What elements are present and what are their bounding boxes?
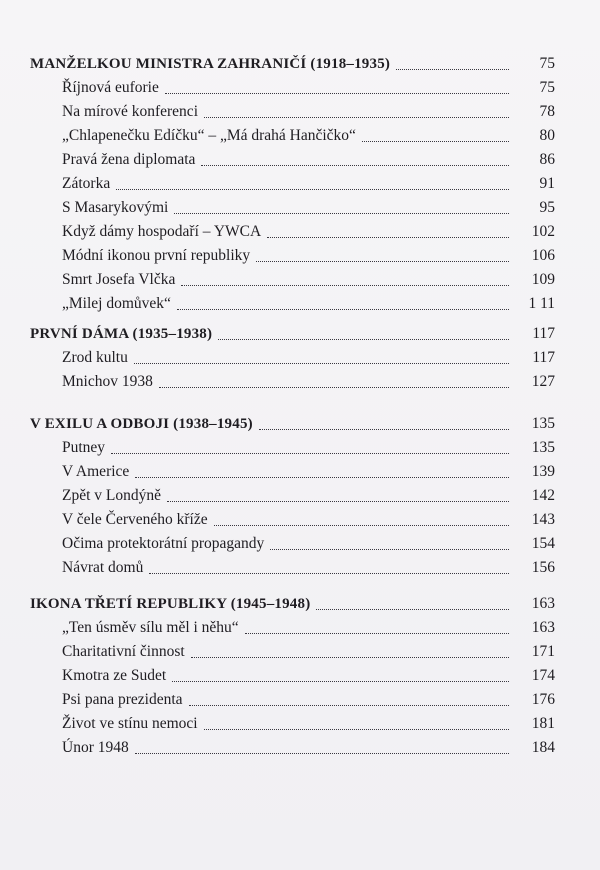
toc-entry (62, 218, 555, 242)
page-number: 171 (531, 643, 555, 660)
section-title: IKONA TŘETÍ REPUBLIKY (1945–1948) (30, 596, 311, 612)
entry-title: Očima protektorátní propagandy (62, 535, 265, 552)
toc-entry (62, 344, 555, 368)
toc-entry (62, 734, 555, 758)
dot-leader (149, 573, 509, 574)
page-number: 91 (539, 175, 555, 192)
toc-entry (62, 194, 555, 218)
page-number: 95 (539, 199, 555, 216)
toc-entry (62, 482, 555, 506)
section-title: PRVNÍ DÁMA (1935–1938) (30, 326, 213, 342)
toc-entry (62, 266, 555, 290)
entry-title: Mnichov 1938 (62, 373, 153, 390)
dot-leader (177, 309, 509, 310)
dot-leader (135, 753, 509, 754)
page-number: 174 (531, 667, 555, 684)
dot-leader (181, 285, 509, 286)
page-number: 80 (539, 127, 555, 144)
page-number: 184 (531, 739, 555, 756)
page-number: 75 (539, 79, 555, 96)
page-number: 106 (531, 247, 555, 264)
dot-leader (135, 477, 509, 478)
dot-leader (270, 549, 509, 550)
section-title: V EXILU A ODBOJI (1938–1945) (30, 416, 253, 432)
dot-leader (218, 339, 509, 340)
dot-leader (204, 117, 509, 118)
dot-leader (245, 633, 509, 634)
dot-leader (316, 609, 509, 610)
page-number: 154 (531, 535, 555, 552)
toc-entry (62, 506, 555, 530)
toc-entry (62, 686, 555, 710)
toc-entry (62, 434, 555, 458)
toc-entry (62, 662, 555, 686)
toc-section-heading (30, 590, 555, 614)
entry-title: Říjnová euforie (62, 79, 159, 96)
entry-title: Život ve stínu nemoci (62, 715, 198, 732)
dot-leader (165, 93, 509, 94)
page-number: 86 (539, 151, 555, 168)
entry-title: Návrat domů (62, 559, 144, 576)
dot-leader (111, 453, 509, 454)
section-title: MANŽELKOU MINISTRA ZAHRANIČÍ (1918–1935) (30, 56, 391, 72)
page-number: 75 (539, 55, 555, 72)
dot-leader (396, 69, 509, 70)
page-number: 127 (531, 373, 555, 390)
page-number: 181 (531, 715, 555, 732)
entry-title: Když dámy hospodaří – YWCA (62, 223, 262, 240)
page-number: 109 (531, 271, 555, 288)
entry-title: Pravá žena diplomata (62, 151, 196, 168)
page-number: 163 (531, 619, 555, 636)
dot-leader (172, 681, 509, 682)
entry-title: V čele Červeného kříže (62, 511, 208, 528)
toc-entry (62, 170, 555, 194)
dot-leader (259, 429, 509, 430)
entry-title: Putney (62, 439, 106, 456)
dot-leader (191, 657, 509, 658)
entry-title: Charitativní činnost (62, 643, 185, 660)
dot-leader (189, 705, 509, 706)
toc-entry (62, 290, 555, 314)
page-number: 117 (532, 349, 555, 366)
entry-title: Smrt Josefa Vlčka (62, 271, 176, 288)
entry-title: S Masarykovými (62, 199, 169, 216)
page-number: 163 (531, 595, 555, 612)
dot-leader (174, 213, 509, 214)
toc-entry (62, 98, 555, 122)
page-number: 117 (532, 325, 555, 342)
dot-leader (256, 261, 509, 262)
page-number: 156 (531, 559, 555, 576)
toc-section-heading (30, 50, 555, 74)
toc-entry (62, 368, 555, 392)
entry-title: „Chlapenečku Edíčku“ – „Má drahá Hančičko“ (62, 127, 356, 144)
toc-entry (62, 146, 555, 170)
toc-entry (62, 458, 555, 482)
dot-leader (214, 525, 509, 526)
toc-entry (62, 710, 555, 734)
entry-title: Na mírové konferenci (62, 103, 198, 120)
entry-title: Psi pana prezidenta (62, 691, 183, 708)
page-number: 135 (531, 439, 555, 456)
page-number: 143 (531, 511, 555, 528)
dot-leader (204, 729, 509, 730)
toc-entry (62, 530, 555, 554)
toc-section-heading (30, 320, 555, 344)
toc-entry (62, 614, 555, 638)
toc-section-heading (30, 410, 555, 434)
entry-title: Módní ikonou první republiky (62, 247, 251, 264)
entry-title: Únor 1948 (62, 739, 129, 756)
toc-entry (62, 74, 555, 98)
page-number: 102 (531, 223, 555, 240)
page-number: 1 11 (528, 295, 555, 312)
dot-leader (267, 237, 509, 238)
dot-leader (362, 141, 509, 142)
entry-title: Zátorka (62, 175, 111, 192)
entry-title: Kmotra ze Sudet (62, 667, 167, 684)
entry-title: Zrod kultu (62, 349, 128, 366)
toc-entry (62, 554, 555, 578)
page-number: 142 (531, 487, 555, 504)
toc-entry (62, 242, 555, 266)
entry-title: „Ten úsměv sílu měl i něhu“ (62, 619, 239, 636)
page-number: 176 (531, 691, 555, 708)
entry-title: Zpět v Londýně (62, 487, 162, 504)
page-number: 78 (539, 103, 555, 120)
entry-title: „Milej domůvek“ (62, 295, 171, 312)
page-number: 139 (531, 463, 555, 480)
dot-leader (116, 189, 509, 190)
page-number: 135 (531, 415, 555, 432)
toc-entry (62, 638, 555, 662)
dot-leader (201, 165, 509, 166)
dot-leader (134, 363, 509, 364)
entry-title: V Americe (62, 463, 130, 480)
dot-leader (167, 501, 509, 502)
toc-entry (62, 122, 555, 146)
dot-leader (159, 387, 509, 388)
